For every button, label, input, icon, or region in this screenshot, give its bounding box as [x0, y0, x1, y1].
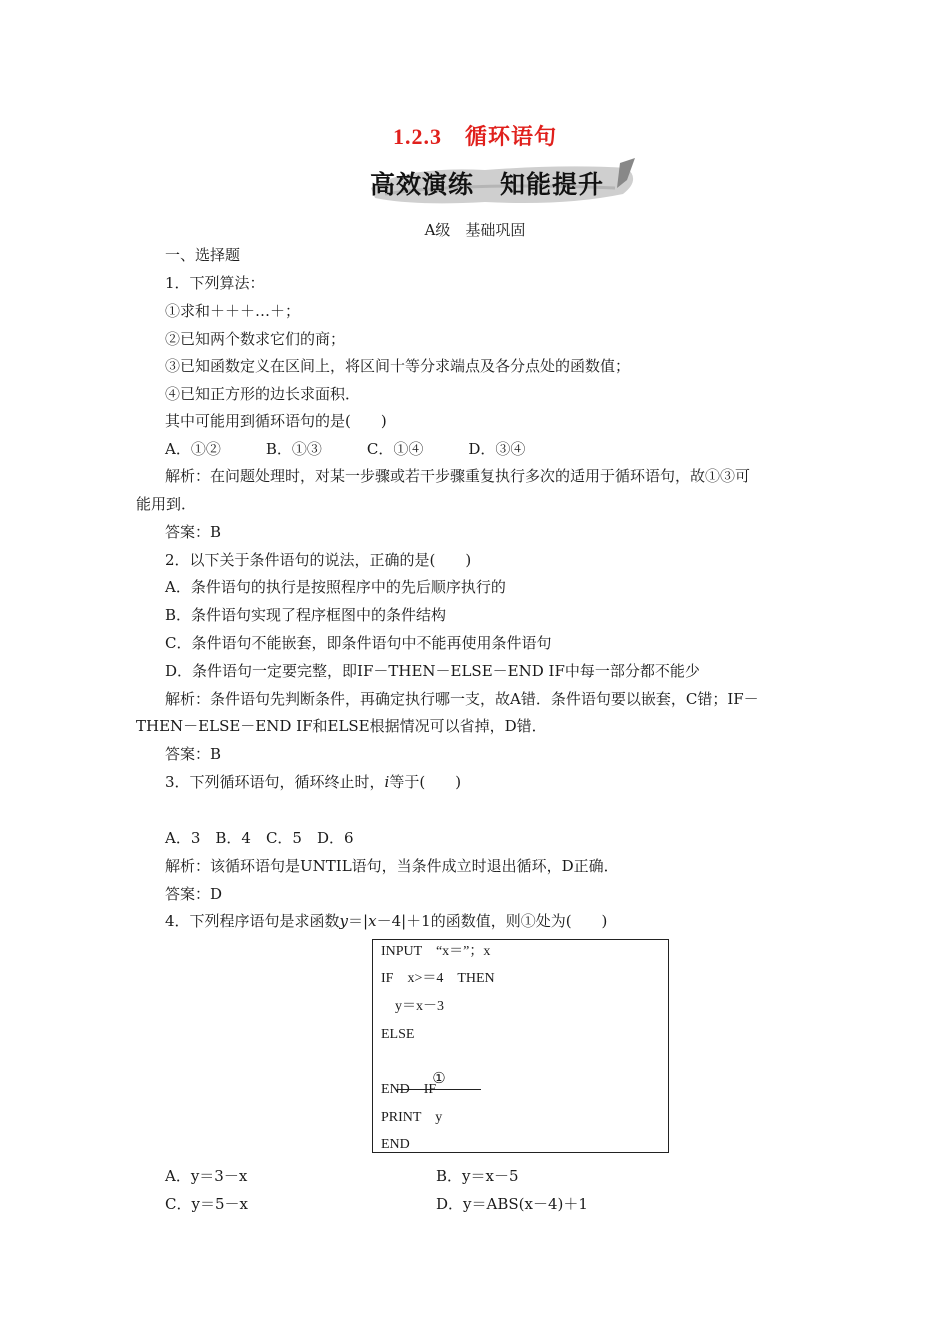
q3-stem-post: 等于( ): [389, 773, 462, 791]
q2-option-b: B．条件语句实现了程序框图中的条件结构: [165, 606, 447, 624]
q1-question: 其中可能用到循环语句的是( ): [165, 412, 387, 430]
q2-option-a: A．条件语句的执行是按照程序中的先后顺序执行的: [165, 578, 506, 596]
q1-answer: 答案：B: [165, 523, 222, 541]
q4-option-d: D．y＝ABS(x－4)＋1: [436, 1195, 588, 1213]
code-line: INPUT “x＝”；x: [381, 944, 491, 959]
q4-stem-post: －4|＋1的函数值，则①处为( ): [376, 912, 608, 930]
q4-option-c: C．y＝5－x: [165, 1195, 248, 1213]
q2-answer: 答案：B: [165, 745, 222, 763]
code-line: ELSE: [381, 1027, 415, 1042]
code-line: END: [381, 1137, 410, 1152]
code-line: y＝x－3: [381, 999, 444, 1014]
q4-option-a: A．y＝3－x: [165, 1167, 248, 1185]
page-title: 1.2.3 循环语句: [392, 124, 557, 149]
level-heading: A级 基础巩固: [424, 221, 526, 239]
q4-stem-mid: ＝|: [348, 912, 369, 930]
code-line: PRINT y: [381, 1110, 443, 1125]
q3-options: A．3 B．4 C．5 D．6: [165, 829, 354, 847]
q2-analysis-cont: THEN－ELSE－END IF和ELSE根据情况可以省掉，D错．: [136, 717, 547, 735]
q4-stem-y: y: [339, 912, 349, 930]
q3-analysis: 解析：该循环语句是UNTIL语句，当条件成立时退出循环，D正确．: [165, 857, 619, 875]
q4-option-b: B．y＝x－5: [436, 1167, 519, 1185]
code-block: [372, 939, 669, 1153]
section-heading: 一、选择题: [165, 246, 241, 264]
q3-stem-pre: 3．下列循环语句，循环终止时，: [165, 773, 385, 791]
banner-heading: 高效演练 知能提升: [370, 170, 605, 199]
blank-marker: ①: [432, 1069, 446, 1087]
q1-analysis-cont: 能用到．: [136, 495, 197, 513]
q1-analysis: 解析：在问题处理时，对某一步骤或若干步骤重复执行多次的适用于循环语句，故①③可: [165, 467, 751, 485]
q2-stem: 2．以下关于条件语句的说法，正确的是( ): [165, 551, 472, 569]
code-line: END IF: [381, 1082, 437, 1097]
q1-options: A．①② B．①③ C．①④ D．③④: [165, 440, 526, 458]
q2-analysis: 解析：条件语句先判断条件，再确定执行哪一支，故A错．条件语句要以嵌套，C错；IF－: [165, 690, 759, 708]
q1-item-4: ④已知正方形的边长求面积．: [165, 385, 361, 403]
q4-stem-pre: 4．下列程序语句是求函数: [165, 912, 340, 930]
q3-stem-var: i: [384, 773, 390, 791]
q2-option-c: C．条件语句不能嵌套，即条件语句中不能再使用条件语句: [165, 634, 552, 652]
q1-item-1: ①求和＋＋＋…＋；: [165, 302, 301, 320]
q4-stem: [165, 911, 607, 931]
q3-answer: 答案：D: [165, 885, 223, 903]
q1-item-3: ③已知函数定义在区间上，将区间十等分求端点及各分点处的函数值；: [165, 357, 631, 375]
q3-stem: [165, 772, 461, 792]
q4-stem-x: x: [368, 912, 377, 930]
q2-option-d: D．条件语句一定要完整，即IF－THEN－ELSE－END IF中每一部分都不能少: [165, 662, 700, 680]
code-line: IF x>＝4 THEN: [381, 971, 495, 986]
q1-stem: 1．下列算法：: [165, 274, 265, 292]
q1-item-2: ②已知两个数求它们的商；: [165, 330, 346, 348]
